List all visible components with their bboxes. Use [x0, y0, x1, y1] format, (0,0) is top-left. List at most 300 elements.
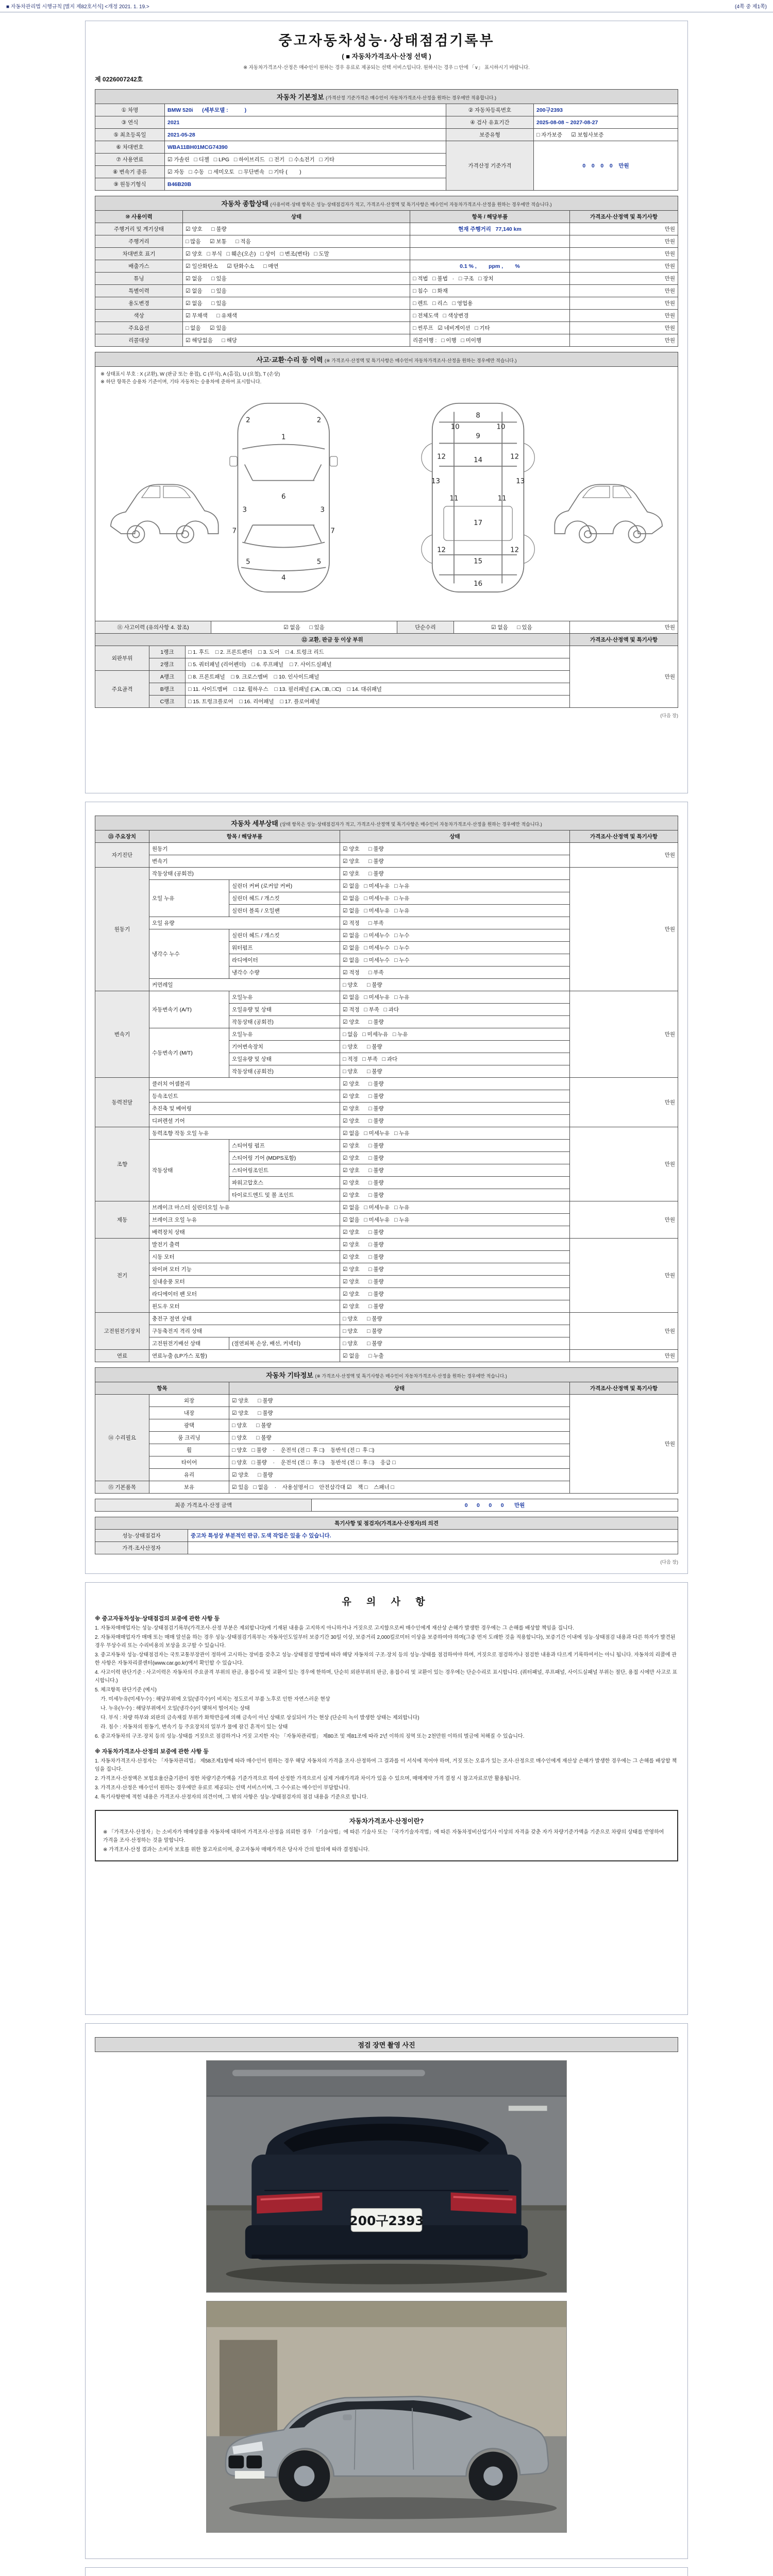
- text-line: ※ 「가격조사·산정자」는 소비자가 매매상품용 자동차에 대하여 가격조사·산정을 의뢰한 경우 「기술사법」에 따른 기술사 또는 「국가기술자격법」에 따른 자동차정비산업기사 이상의 자격을 갖춘 자가 차량기준가액을 기준으로 차량의 상태를 반영하여 가격을 조사·산정하는 것을 말합니다.: [103, 1829, 666, 1843]
- table-row: [95, 1517, 678, 1530]
- table-row: [95, 1499, 678, 1512]
- checkbox-cell[interactable]: ☑ 없음 □ 미세누수 □ 누수: [340, 942, 570, 954]
- table-row: [95, 1542, 678, 1554]
- table-cell: 워터펌프: [229, 942, 340, 954]
- checkbox-cell[interactable]: □ 11. 사이드멤버 □ 12. 휠하우스 □ 13. 필러패널 (□A, □B, □C) □ 14. 대쉬패널: [186, 683, 570, 696]
- checkbox-cell[interactable]: ☑ 양호 □ 불량: [340, 1226, 570, 1239]
- checkbox-cell[interactable]: ☑ 양호 □ 불량: [340, 1251, 570, 1263]
- value-base-price: 0 0 0 0 만원: [534, 141, 678, 191]
- diagram-part-number: 3: [242, 506, 247, 515]
- label-engine-type: ⑨ 원동기형식: [95, 178, 165, 191]
- table-cell: 조향: [95, 1127, 149, 1201]
- checkbox-cell[interactable]: ☑ 양호 □ 불량: [340, 1152, 570, 1164]
- diagram-part-number: 2: [316, 416, 322, 425]
- checkbox-cell[interactable]: ☑ 양호 □ 불량: [340, 1177, 570, 1189]
- diagram-part-number: 4: [281, 574, 286, 583]
- checkbox-cell[interactable]: □ 양호 □ 불량: [340, 1065, 570, 1078]
- text-line: 5. 체크항목 판단기준 (예시): [95, 1687, 157, 1693]
- label-first-registration: ⑤ 최초등록일: [95, 129, 165, 141]
- table-row: [95, 104, 678, 116]
- price-appraisal-info-box: [95, 1810, 678, 1861]
- table-row: [95, 634, 678, 646]
- table-row: [95, 1239, 678, 1251]
- table-cell: 만원: [570, 1313, 678, 1350]
- checkbox-cell[interactable]: ☑ 무채색 □ 유채색: [183, 310, 410, 322]
- section-title-overall: [95, 196, 678, 211]
- section-title-text: 자동차 종합상태: [221, 200, 268, 208]
- table-cell: 발전기 출력: [149, 1239, 340, 1251]
- checkbox-cell[interactable]: ☑ 없음 □ 있음: [183, 297, 410, 310]
- table-cell: 단순수리: [397, 621, 454, 634]
- diagram-part-number: 10: [450, 423, 460, 432]
- checkbox-cell[interactable]: □ 없음 ☑ 있음: [183, 322, 410, 334]
- checkbox-cell[interactable]: ☑ 없음 □ 있음: [183, 273, 410, 285]
- table-cell: 윈도우 모터: [149, 1300, 340, 1313]
- accident-parts-table: [95, 633, 678, 708]
- checkbox-cell[interactable]: ☑ 양호 □ 불량: [340, 1300, 570, 1313]
- overall-status-table: [95, 210, 678, 347]
- checkbox-cell[interactable]: ☑ 없음 □ 미세누유 □ 누유: [340, 892, 570, 905]
- checkbox-cell[interactable]: ☑ 양호 □ 불량: [340, 1115, 570, 1127]
- taillight-right: [451, 2193, 516, 2214]
- table-cell: 가격조사·산정액 및 특기사항: [570, 831, 678, 843]
- section-title-note: (※ 가격조사·산정액 및 특기사항은 매수인이 자동차가격조사·산정을 원하는 경우에만 적습니다.): [315, 1374, 507, 1379]
- checkbox-cell[interactable]: ☑ 없음 □ 미세누유 □ 누유: [340, 880, 570, 892]
- diagram-part-number: 12: [437, 546, 446, 554]
- checkbox-cell[interactable]: ☑ 양호 □ 불량: [340, 868, 570, 880]
- accident-legend-2: ※ 하단 항목은 승용차 기준이며, 기타 자동차는 승용차에 준하여 표시합니다.: [100, 379, 262, 385]
- text-line: ※ 가격조사·산정 결과는 소비자 보호를 위한 참고자료이며, 중고자동차 매매가격은 당사자 간의 합의에 따라 결정됩니다.: [103, 1847, 370, 1853]
- table-cell: 만원: [570, 1201, 678, 1239]
- diagram-part-number: 5: [246, 558, 250, 567]
- table-cell: 광택: [149, 1419, 229, 1432]
- checkbox-cell[interactable]: ☑ 없음 □ 미세누유 □ 누유: [340, 1127, 570, 1140]
- table-cell: 오일 유량: [149, 917, 340, 929]
- table-cell: 작동상태 (공회전): [229, 1016, 340, 1028]
- etc-info-table: [95, 1382, 678, 1494]
- table-cell: 만원: [570, 248, 678, 260]
- table-row: [95, 1201, 678, 1214]
- label-model-year: ③ 연식: [95, 116, 165, 129]
- grille-left: [228, 2455, 244, 2468]
- notice-paragraphs-1: [95, 1624, 678, 1741]
- table-cell: 룸 크리닝: [149, 1432, 229, 1444]
- checkbox-cell[interactable]: ☑ 양호 □ 부식 □ 훼손(오손) □ 상이 □ 변조(변타) □ 도말: [183, 248, 410, 260]
- checkbox-cell[interactable]: ☑ 없음 □ 있음: [211, 621, 397, 634]
- table-row: [95, 116, 678, 129]
- checkbox-cell[interactable]: □ 적법 □ 불법 · □ 구조 □ 장치: [410, 273, 570, 285]
- table-cell: 항목 / 해당부품: [149, 831, 340, 843]
- label-base-price: 가격산정 기준가격: [446, 141, 534, 191]
- table-cell: 항목: [95, 1382, 229, 1395]
- diagram-part-number: 2: [246, 416, 250, 425]
- label-car-name: ① 차명: [95, 104, 165, 116]
- table-cell: 작동상태 (공회전): [149, 868, 340, 880]
- checkbox-cell[interactable]: ☑ 없음 □ 미세누유 □ 누유: [340, 1214, 570, 1226]
- table-cell: 변속기: [149, 855, 340, 868]
- table-cell: 등속조인트: [149, 1090, 340, 1103]
- table-cell: 브레이크 마스터 실린더오일 누유: [149, 1201, 340, 1214]
- section-title-text: 사고·교환·수리 등 이력: [256, 356, 323, 364]
- checkbox-cell[interactable]: ☑ 해당없음 □ 해당: [183, 334, 410, 347]
- checkbox-cell[interactable]: ☑ 양호 □ 불량: [340, 1239, 570, 1251]
- table-row: [95, 1127, 678, 1140]
- table-cell: 만원: [570, 1127, 678, 1201]
- checkbox-cell[interactable]: ☑ 양호 □ 불량: [340, 1103, 570, 1115]
- diagram-part-number: 7: [232, 528, 237, 536]
- table-cell: 오일유량 및 상태: [229, 1004, 340, 1016]
- diagram-part-number: 9: [476, 432, 480, 440]
- table-row: [95, 297, 678, 310]
- table-cell: 배출가스: [95, 260, 183, 273]
- table-cell: 고전원전기장치: [95, 1313, 149, 1350]
- table-row: [95, 211, 678, 223]
- table-cell: 타이어: [149, 1456, 229, 1469]
- checkbox-cell[interactable]: ☑ 양호 □ 불량: [340, 855, 570, 868]
- table-cell: 동력조향 작동 오일 누유: [149, 1127, 340, 1140]
- notice-title: 유 의 사 항: [342, 1597, 431, 1607]
- checkbox-cell[interactable]: ☑ 없음 □ 미세누유 □ 누유: [340, 1201, 570, 1214]
- table-row: [95, 1382, 678, 1395]
- next-page-marker: (다음 장): [660, 1560, 678, 1565]
- checkbox-cell[interactable]: □ 양호 □ 불량: [340, 1313, 570, 1325]
- checkbox-cell[interactable]: □ 썬루프 ☑ 네비게이션 □ 기타: [410, 322, 570, 334]
- value-car-name: BMW 520i (세부모델 : ): [165, 104, 446, 116]
- table-cell: A랭크: [149, 671, 186, 683]
- checkbox-cell[interactable]: ☑ 양호 □ 불량: [229, 1407, 570, 1419]
- page-title: 중고자동차성능·상태점검기록부: [278, 33, 495, 48]
- table-cell: 성능·상태점검자: [95, 1530, 188, 1542]
- table-cell: [410, 248, 570, 260]
- inspection-photo-rear: [206, 2060, 567, 2293]
- table-cell: 특별이력: [95, 285, 183, 297]
- table-cell: 만원: [570, 991, 678, 1078]
- diagram-part-number: 15: [474, 557, 483, 566]
- checkbox-cell[interactable]: □ 양호 □ 불량: [229, 1419, 570, 1432]
- text-line: 가. 미세누유(미세누수) : 해당부위에 오일(냉각수)이 비치는 정도로서 부품 노후로 인한 자연스러운 현상: [95, 1697, 330, 1702]
- table-cell: 만원: [570, 310, 678, 322]
- table-cell: 와이퍼 모터 기능: [149, 1263, 340, 1276]
- checkbox-cell[interactable]: ☑ 없음 □ 있음: [183, 285, 410, 297]
- table-cell: 만원: [570, 1078, 678, 1127]
- page-marker: (4쪽 중 제1쪽): [735, 4, 767, 10]
- table-cell: 오일 누유: [149, 880, 229, 917]
- transmission-checkboxes[interactable]: ☑ 자동 □ 수동 □ 세미오토 □ 무단변속 □ 기타 ( ): [165, 166, 446, 178]
- diagram-part-numbers: [232, 412, 525, 588]
- table-cell: 중고차 특성상 부분적인 판금, 도색 작업은 있을 수 있습니다.: [188, 1530, 678, 1542]
- checkbox-cell[interactable]: □ 양호 □ 불량: [340, 979, 570, 991]
- checkbox-cell[interactable]: ☑ 일산화탄소 ☑ 탄화수소 □ 매연: [183, 260, 410, 273]
- table-cell: 1랭크: [149, 646, 186, 658]
- checkbox-cell[interactable]: ☑ 양호 □ 불량: [229, 1469, 570, 1481]
- table-cell: 만원: [570, 285, 678, 297]
- value-vin: WBA11BH01MCG74390: [165, 141, 446, 154]
- text-line: 2. 가격조사·산정액은 보험요율산출기관이 정한 차량기준가액을 기준가격으로 하여 산정한 가격으로서 실제 거래가격과 차이가 있을 수 있으며, 매매계약 가격 결정 시 참고자료로만 활용됩니다.: [95, 1776, 521, 1782]
- checkbox-cell[interactable]: □ 5. 쿼터패널 (리어펜더) □ 6. 루프패널 □ 7. 사이드실패널: [186, 658, 570, 671]
- table-cell: 현재 주행거리 77,140 km: [410, 223, 570, 235]
- table-cell: 만원: [570, 1239, 678, 1313]
- inspection-photo-rear-wrap: [206, 2060, 567, 2293]
- checkbox-cell[interactable]: □ 없음 □ 미세누유 □ 누유: [340, 1028, 570, 1041]
- page-subtitle: ( ■ 자동차가격조사·산정 선택 ): [342, 53, 431, 60]
- checkbox-cell[interactable]: ☑ 양호 □ 불량: [340, 1078, 570, 1090]
- table-cell: 동력전달: [95, 1078, 149, 1127]
- warranty-type-checkboxes[interactable]: □ 자가보증 ☑ 보험사보증: [534, 129, 678, 141]
- checkbox-cell[interactable]: ☑ 있음 □ 없음 · 사용설명서 □ 안전삼각대 ☑ 잭 □ 스패너 □: [229, 1481, 570, 1494]
- table-cell: 고전원전기배선 상태: [149, 1337, 229, 1350]
- grille-right: [246, 2455, 262, 2468]
- table-row: [95, 1078, 678, 1090]
- table-cell: 스티어링조인트: [229, 1164, 340, 1177]
- table-cell: 가격조사·산정액 및 특기사항: [570, 1382, 678, 1395]
- taillight-left: [257, 2193, 322, 2214]
- checkbox-cell[interactable]: ☑ 양호 □ 불량: [340, 1189, 570, 1201]
- table-row: [95, 1530, 678, 1542]
- section-title-text: 자동차 기본정보: [277, 93, 324, 101]
- table-row: [95, 322, 678, 334]
- checkbox-cell[interactable]: □ 양호 □ 불량: [340, 1337, 570, 1350]
- table-cell: 만원: [570, 260, 678, 273]
- table-cell: 주요골격: [95, 671, 149, 708]
- diagram-part-number: 3: [320, 506, 325, 515]
- text-line: 라. 침수 : 자동차의 원동기, 변속기 등 주요장치의 일부가 물에 잠긴 흔적이 있는 상태: [95, 1724, 288, 1730]
- checkbox-cell[interactable]: ☑ 적정 □ 부족: [340, 967, 570, 979]
- diagram-part-number: 11: [497, 495, 507, 503]
- detail-status-table: [95, 830, 678, 1362]
- table-cell: 실린더 블록 / 오일팬: [229, 905, 340, 917]
- checkbox-cell[interactable]: ☑ 적정 □ 부족 □ 과다: [340, 1004, 570, 1016]
- table-cell: 만원: [570, 235, 678, 248]
- table-cell: 오일누유: [229, 991, 340, 1004]
- table-cell: 상태: [340, 831, 570, 843]
- table-cell: 가격조사·산정액 및 특기사항: [570, 211, 678, 223]
- checkbox-cell[interactable]: □ 적정 □ 부족 □ 과다: [340, 1053, 570, 1065]
- table-cell: 외판부위: [95, 646, 149, 671]
- table-cell: 커먼레일: [149, 979, 340, 991]
- car-diagram-box: [95, 366, 678, 621]
- checkbox-cell[interactable]: □ 렌트 □ 리스 □ 영업용: [410, 297, 570, 310]
- value-model-year: 2021: [165, 116, 446, 129]
- table-cell: ⑪ 사고이력 (유의사항 4. 참조): [95, 621, 211, 634]
- table-cell: 2랭크: [149, 658, 186, 671]
- table-cell: 상태: [183, 211, 410, 223]
- table-cell: 작동상태: [149, 1140, 229, 1201]
- table-cell: 차대번호 표기: [95, 248, 183, 260]
- checkbox-cell[interactable]: □ 1. 후드 □ 2. 프론트펜더 □ 3. 도어 □ 4. 트렁크 리드: [186, 646, 570, 658]
- table-cell: 실린더 헤드 / 개스킷: [229, 892, 340, 905]
- table-cell: 보유: [149, 1481, 229, 1494]
- table-cell: 주행거리: [95, 235, 183, 248]
- page-notice: [85, 1582, 688, 2015]
- form-reference-bar: [0, 0, 773, 12]
- diagram-part-number: 13: [431, 478, 440, 486]
- checkbox-cell[interactable]: □ 양호 □ 불량 · 운전석 (전 □ 후 □) 동반석 (전 □ 후 □): [229, 1444, 570, 1456]
- text-line: 4. 사고이력 판단기준 : 사고이력은 자동차의 주요골격 부위의 판금, 용접수리 및 교환이 있는 경우에 한하며, 단순히 외판부위의 판금, 용접수리 및 교환이 있는 경우에는 단순수리로 표시합니다. (쿼터패널, 루프패널, 사이드실패널 부위는 절단, 용접 시에만 사고로 표시합니다.): [95, 1670, 678, 1684]
- checkbox-cell[interactable]: □ 양호 □ 불량 · 운전석 (전 □ 후 □) 동반석 (전 □ 후 □) 응급 □: [229, 1456, 570, 1469]
- table-cell: 만원: [570, 646, 678, 708]
- document: [85, 21, 688, 2576]
- checkbox-cell[interactable]: □ 많음 ☑ 보통 □ 적음: [183, 235, 410, 248]
- table-cell: ⑫ 교환, 판금 등 이상 부위: [95, 634, 570, 646]
- table-cell: 원동기: [149, 843, 340, 855]
- table-cell: 외장: [149, 1395, 229, 1407]
- table-cell: 항목 / 해당부품: [410, 211, 570, 223]
- page-2: [85, 802, 688, 1574]
- checkbox-cell[interactable]: ☑ 양호 □ 불량: [340, 1016, 570, 1028]
- checkbox-cell[interactable]: ☑ 양호 □ 불량: [340, 843, 570, 855]
- table-cell: 만원: [570, 334, 678, 347]
- diagram-part-number: 10: [496, 423, 506, 432]
- table-cell: 실내송풍 모터: [149, 1276, 340, 1288]
- table-cell: ⑬ 주요장치: [95, 831, 149, 843]
- text-line: 다. 부식 : 차량 하부와 외판의 금속재질 부위가 화학반응에 의해 금속이 아닌 상태로 상실되어 가는 현상 (단순히 녹이 발생한 상태는 제외합니다): [95, 1715, 419, 1721]
- text-line: 1. 자동차가격조사·산정자는 「자동차관리법」 제58조제1항에 따라 매수인이 원하는 경우 해당 자동차의 가격을 조사·산정하여 그 결과를 이 서식에 적어야 하며, 거짓 또는 오류가 있는 조사·산정으로 매수인에게 재산상 손해가 발생한 경우에는 그 손해를 배상할 책임을 집니다.: [95, 1758, 677, 1772]
- label-transmission-type: ⑧ 변속기 종류: [95, 166, 165, 178]
- table-cell: 배력장치 상태: [149, 1226, 340, 1239]
- label-inspection-validity: ④ 검사 유효기간: [446, 116, 534, 129]
- table-row: [95, 310, 678, 322]
- checkbox-cell[interactable]: ☑ 없음 □ 미세누수 □ 누수: [340, 929, 570, 942]
- front-license-plate: [235, 2471, 264, 2479]
- table-row: [95, 831, 678, 843]
- table-cell: 실린더 커버 (로커암 커버): [229, 880, 340, 892]
- checkbox-cell[interactable]: ☑ 없음 □ 미세누유 □ 누유: [340, 991, 570, 1004]
- table-cell: 만원: [570, 322, 678, 334]
- table-row: [95, 248, 678, 260]
- table-cell: 휠: [149, 1444, 229, 1456]
- table-row: [95, 273, 678, 285]
- table-row: [95, 129, 678, 141]
- table-cell: 주요옵션: [95, 322, 183, 334]
- table-row: [95, 260, 678, 273]
- checkbox-cell[interactable]: ☑ 양호 □ 불량: [340, 1164, 570, 1177]
- checkbox-cell[interactable]: ☑ 양호 □ 불량: [229, 1395, 570, 1407]
- table-cell: 기어변속장치: [229, 1041, 340, 1053]
- table-row: [95, 235, 678, 248]
- diagram-part-number: 12: [510, 453, 519, 461]
- checkbox-cell[interactable]: ☑ 양호 □ 불량: [340, 1276, 570, 1288]
- table-cell: 만원: [570, 273, 678, 285]
- checkbox-cell[interactable]: ☑ 양호 □ 불량: [340, 1263, 570, 1276]
- checkbox-cell[interactable]: 리콜이행 : □ 이행 □ 미이행: [410, 334, 570, 347]
- table-cell: 전기: [95, 1239, 149, 1313]
- table-cell: 만원: [570, 1395, 678, 1494]
- diagram-part-number: 17: [474, 519, 483, 528]
- diagram-part-number: 13: [516, 478, 525, 486]
- table-cell: 실린더 헤드 / 개스킷: [229, 929, 340, 942]
- fuel-type-checkboxes[interactable]: ☑ 가솔린 □ 디젤 □ LPG □ 하이브리드 □ 전기 □ 수소전기 □ 기타: [165, 154, 446, 166]
- table-cell: 자기진단: [95, 843, 149, 868]
- section-title-basic: [95, 89, 678, 104]
- table-row: [95, 1313, 678, 1325]
- checkbox-cell[interactable]: ☑ 적정 □ 부족: [340, 917, 570, 929]
- table-cell: 타이로드엔드 및 볼 조인트: [229, 1189, 340, 1201]
- table-cell: ⑭ 수리필요: [95, 1395, 149, 1481]
- checkbox-cell[interactable]: ☑ 양호 □ 불량: [340, 1288, 570, 1300]
- checkbox-cell[interactable]: □ 양호 □ 불량: [340, 1041, 570, 1053]
- table-row: [95, 1350, 678, 1362]
- document-header: [95, 29, 678, 84]
- checkbox-cell[interactable]: ☑ 양호 □ 불량: [340, 1140, 570, 1152]
- table-cell: (절연피복 손상, 배선, 커넥터): [229, 1337, 340, 1350]
- section-title-note: (가격산정 기준가격은 매수인이 자동차가격조사·산정을 원하는 경우에만 적용합니다.): [326, 95, 496, 100]
- section-title-note: (상태 항목은 성능·상태점검자가 적고, 가격조사·산정액 및 특기사항은 매수인이 자동차가격조사·산정을 원하는 경우에만 적습니다.): [280, 822, 542, 827]
- page-1: [85, 21, 688, 793]
- section-title-text: 자동차 세부상태: [231, 820, 278, 827]
- info-box-lines: [103, 1828, 670, 1854]
- table-row: [95, 621, 678, 634]
- checkbox-cell[interactable]: ☑ 없음 □ 미세누유 □ 누유: [340, 905, 570, 917]
- value-inspection-validity: 2025-08-08 ~ 2027-08-27: [534, 116, 678, 129]
- table-row: [95, 223, 678, 235]
- checkbox-cell[interactable]: ☑ 없음 □ 누출: [340, 1350, 570, 1362]
- text-line: 4. 특기사항란에 적힌 내용은 가격조사·산정자의 의견이며, 그 밖의 사항은 성능·상태점검자의 점검 내용을 기준으로 합니다.: [95, 1794, 368, 1800]
- header-note: ※ 자동차가격조사·산정은 매수인이 원하는 경우 유료로 제공되는 선택 서비스입니다. 원하시는 경우 □ 안에 「∨」 표시하시기 바랍니다.: [243, 65, 530, 71]
- checkbox-cell[interactable]: □ 15. 트렁크플로어 □ 16. 리어패널 □ 17. 플로어패널: [186, 696, 570, 708]
- table-cell: 연료: [95, 1350, 149, 1362]
- diagram-part-number: 12: [510, 546, 519, 554]
- accident-history-table: [95, 621, 678, 634]
- table-cell: [188, 1542, 678, 1554]
- table-cell: 작동상태 (공회전): [229, 1065, 340, 1078]
- table-cell: 리콜대상: [95, 334, 183, 347]
- diagram-part-number: 5: [316, 558, 322, 567]
- document-number: 제 0226007242호: [95, 76, 143, 83]
- checkbox-cell[interactable]: □ 양호 □ 불량: [229, 1432, 570, 1444]
- table-cell: ⑮ 기본품목: [95, 1481, 149, 1494]
- table-cell: 제동: [95, 1201, 149, 1239]
- table-cell: 냉각수 누수: [149, 929, 229, 979]
- section-title-detail: [95, 816, 678, 831]
- table-cell: 브레이크 오일 누유: [149, 1214, 340, 1226]
- diagram-part-number: 8: [476, 412, 480, 420]
- car-diagram: [100, 389, 673, 618]
- checkbox-cell[interactable]: □ 양호 □ 불량: [340, 1325, 570, 1337]
- inspection-photo-front-wrap: [206, 2301, 567, 2533]
- table-cell: 만원: [570, 1350, 678, 1362]
- checkbox-cell[interactable]: ☑ 없음 □ 있음: [454, 621, 570, 634]
- table-cell: ⑩ 사용이력: [95, 211, 183, 223]
- table-cell: 만원: [570, 297, 678, 310]
- inspector-opinion-table: [95, 1517, 678, 1554]
- label-fuel-type: ⑦ 사용연료: [95, 154, 165, 166]
- table-cell: 가격조사·산정액 및 특기사항: [570, 634, 678, 646]
- final-price-table: [95, 1499, 678, 1512]
- table-cell: 가격·조사산정자: [95, 1542, 188, 1554]
- checkbox-cell[interactable]: □ 침수 □ 화재: [410, 285, 570, 297]
- next-page-marker: (다음 장): [660, 713, 678, 719]
- table-cell: 추진축 및 베어링: [149, 1103, 340, 1115]
- table-cell: 튜닝: [95, 273, 183, 285]
- checkbox-cell[interactable]: ☑ 없음 □ 미세누수 □ 누수: [340, 954, 570, 967]
- section-title-text: 자동차 기타정보: [266, 1371, 313, 1379]
- table-cell: B랭크: [149, 683, 186, 696]
- info-box-title: 자동차가격조사·산정이란?: [349, 1818, 424, 1825]
- photos-section-title: [95, 2037, 678, 2052]
- page-signature: [85, 2567, 688, 2576]
- table-cell: 0.1 % , ppm , %: [410, 260, 570, 273]
- table-cell: 만원: [570, 868, 678, 991]
- checkbox-cell[interactable]: □ 전체도색 □ 색상변경: [410, 310, 570, 322]
- checkbox-cell[interactable]: ☑ 양호 □ 불량: [340, 1090, 570, 1103]
- table-cell: C랭크: [149, 696, 186, 708]
- checkbox-cell[interactable]: □ 8. 프론트패널 □ 9. 크로스멤버 □ 10. 인사이드패널: [186, 671, 570, 683]
- table-cell: 만원: [570, 843, 678, 868]
- table-cell: 스티어링 펌프: [229, 1140, 340, 1152]
- checkbox-cell[interactable]: ☑ 양호 □ 불량: [183, 223, 410, 235]
- table-cell: 스티어링 기어 (MDPS포함): [229, 1152, 340, 1164]
- diagram-part-number: 1: [281, 434, 286, 442]
